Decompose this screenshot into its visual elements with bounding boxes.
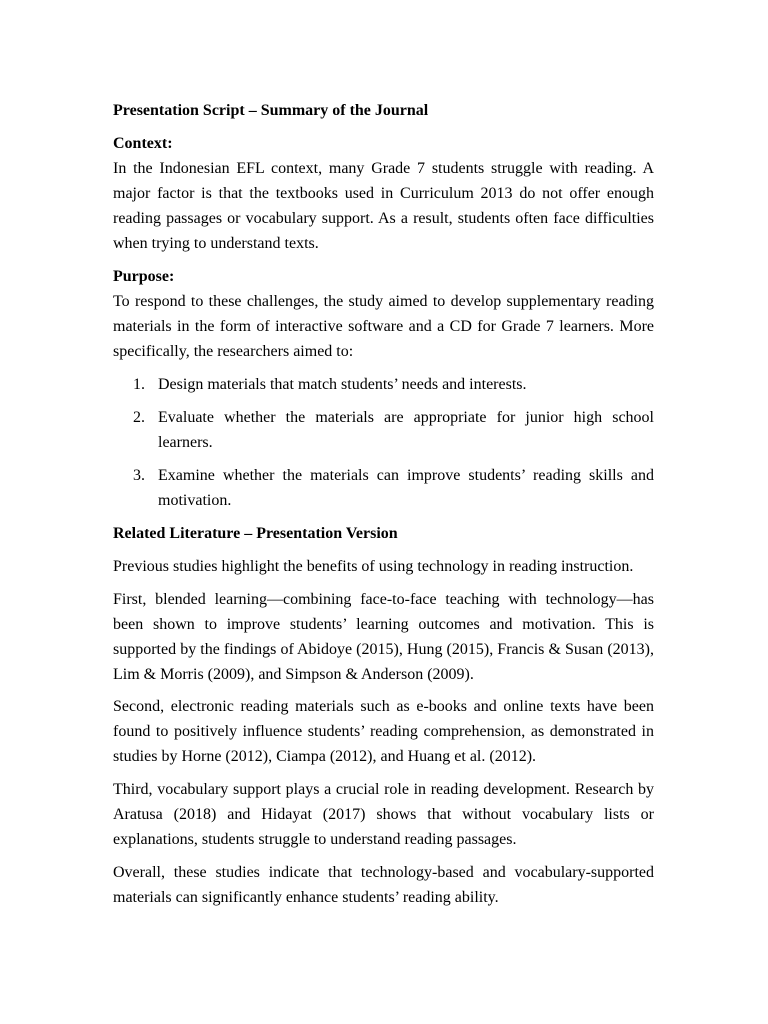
literature-overall-paragraph: Overall, these studies indicate that technology-based and vocabulary-supported materials can significantly enhance students’ reading ability. bbox=[113, 864, 654, 906]
purpose-heading: Purpose: bbox=[113, 268, 175, 285]
literature-third-paragraph: Third, vocabulary support plays a crucial role in reading development. Research by Aratusa (2018) and Hidayat (2017) shows that without vocabulary lists or explanations, students struggle to understand reading passages. bbox=[113, 781, 654, 848]
aim-number: 1. bbox=[133, 376, 145, 393]
aim-list-item bbox=[113, 372, 654, 397]
literature-first-paragraph: First, blended learning—combining face-to-face teaching with technology—has been shown to improve students’ learning outcomes and motivation. This is supported by the findings of Abidoye (2015), Hung (2015), Francis & Susan (2013), Lim & Morris (2009), and Simpson & Anderson (2009). bbox=[113, 591, 654, 683]
context-heading: Context: bbox=[113, 135, 173, 152]
aim-number: 2. bbox=[133, 409, 145, 426]
literature-heading: Related Literature – Presentation Version bbox=[113, 525, 398, 542]
aim-text: Evaluate whether the materials are appropriate for junior high school learners. bbox=[158, 409, 654, 451]
aim-text: Design materials that match students’ needs and interests. bbox=[158, 376, 527, 393]
aim-list-item bbox=[113, 405, 654, 455]
aim-number: 3. bbox=[133, 467, 145, 484]
context-paragraph: In the Indonesian EFL context, many Grade 7 students struggle with reading. A major factor is that the textbooks used in Curriculum 2013 do not offer enough reading passages or vocabulary support. As a result, students often face difficulties when trying to understand texts. bbox=[113, 160, 654, 252]
literature-second-paragraph: Second, electronic reading materials such as e-books and online texts have been found to positively influence students’ reading comprehension, as demonstrated in studies by Horne (2012), Ciampa (2012), and Huang et al. (2012). bbox=[113, 698, 654, 765]
aim-list-item bbox=[113, 463, 654, 513]
document-title: Presentation Script – Summary of the Journal bbox=[113, 102, 429, 119]
purpose-paragraph: To respond to these challenges, the study aimed to develop supplementary reading materials in the form of interactive software and a CD for Grade 7 learners. More specifically, the researchers aimed to: bbox=[113, 293, 654, 360]
aim-text: Examine whether the materials can improve students’ reading skills and motivation. bbox=[158, 467, 654, 509]
literature-intro-paragraph: Previous studies highlight the benefits of using technology in reading instruction. bbox=[113, 558, 634, 575]
